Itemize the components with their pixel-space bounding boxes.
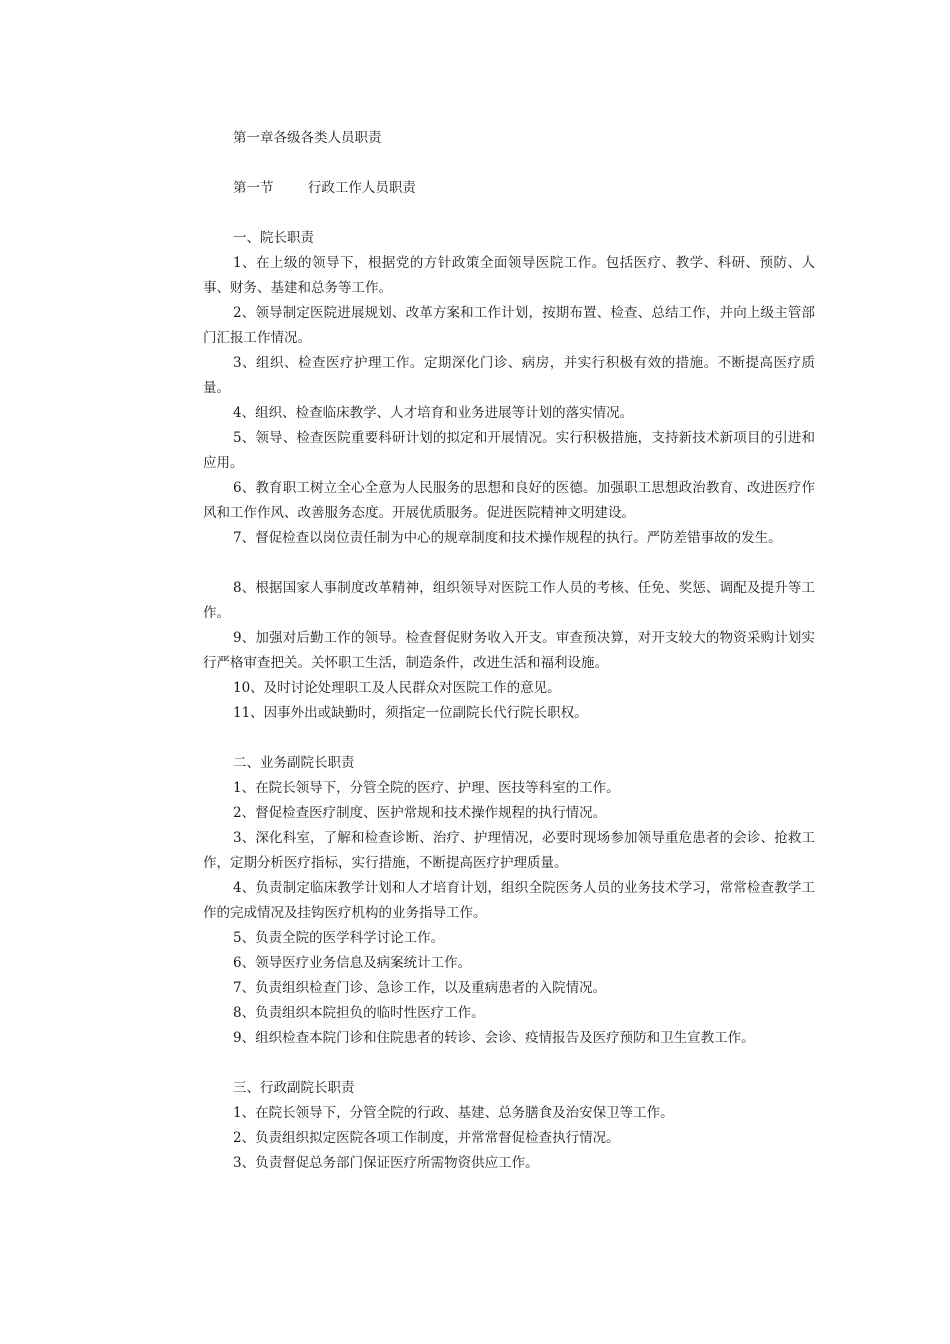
duty-item: 2、督促检查医疗制度、医护常规和技术操作规程的执行情况。: [233, 805, 607, 821]
duty-item: 8、负责组织本院担负的临时性医疗工作。: [233, 1005, 485, 1021]
role-medical-vice-president: [203, 751, 815, 1051]
duty-item: 4、组织、检查临床教学、人才培育和业务进展等计划的落实情况。: [233, 405, 634, 421]
duty-item: 9、组织检查本院门诊和住院患者的转诊、会诊、疫情报告及医疗预防和卫生宣教工作。: [233, 1030, 755, 1046]
duty-item: 7、负责组织检查门诊、急诊工作，以及重病患者的入院情况。: [233, 980, 607, 996]
duty-item: 10、及时讨论处理职工及人民群众对医院工作的意见。: [233, 680, 561, 696]
duty-item: 7、督促检查以岗位责任制为中心的规章制度和技术操作规程的执行。严防差错事故的发生。: [233, 530, 782, 546]
duty-item: 6、领导医疗业务信息及病案统计工作。: [233, 955, 472, 971]
duty-item: 5、领导、检查医院重要科研计划的拟定和开展情况。实行积极措施，支持新技术新项目的引进和应用。: [203, 430, 815, 471]
duty-item: 3、组织、检查医疗护理工作。定期深化门诊、病房，并实行积极有效的措施。不断提高医疗质量。: [203, 355, 815, 396]
duty-item: 1、在院长领导下，分管全院的行政、基建、总务膳食及治安保卫等工作。: [233, 1105, 674, 1121]
duty-item: 4、负责制定临床教学计划和人才培育计划，组织全院医务人员的业务技术学习，常常检查教学工作的完成情况及挂钩医疗机构的业务指导工作。: [203, 880, 815, 921]
duty-item: 2、负责组织拟定医院各项工作制度，并常常督促检查执行情况。: [233, 1130, 620, 1146]
role-title: 一、院长职责: [233, 230, 314, 246]
duty-item: 3、深化科室，了解和检查诊断、治疗、护理情况，必要时现场参加领导重危患者的会诊、抢救工作，定期分析医疗指标，实行措施，不断提高医疗护理质量。: [203, 830, 815, 871]
role-title: 三、行政副院长职责: [233, 1080, 355, 1096]
chapter-title: 第一章各级各类人员职责: [233, 130, 382, 146]
duty-item: 5、负责全院的医学科学讨论工作。: [233, 930, 445, 946]
role-president: [203, 226, 815, 726]
duty-item: 1、在上级的领导下，根据党的方针政策全面领导医院工作。包括医疗、教学、科研、预防、人事、财务、基建和总务等工作。: [203, 255, 815, 296]
duty-item: 11、因事外出或缺勤时，须指定一位副院长代行院长职权。: [233, 705, 588, 721]
duty-item: 1、在院长领导下，分管全院的医疗、护理、医技等科室的工作。: [233, 780, 620, 796]
role-admin-vice-president: [203, 1076, 815, 1176]
duty-item: 9、加强对后勤工作的领导。检查督促财务收入开支。审查预决算，对开支较大的物资采购计划实行严格审查把关。关怀职工生活，制造条件，改进生活和福利设施。: [203, 630, 815, 671]
section-title: 第一节 行政工作人员职责: [233, 180, 416, 196]
document-body: [203, 120, 815, 1176]
duty-item: 2、领导制定医院进展规划、改革方案和工作计划，按期布置、检查、总结工作，并向上级主管部门汇报工作情况。: [203, 305, 815, 346]
role-title: 二、业务副院长职责: [233, 755, 355, 771]
duty-item: 8、根据国家人事制度改革精神，组织领导对医院工作人员的考核、任免、奖惩、调配及提升等工作。: [203, 580, 815, 621]
duty-item: 3、负责督促总务部门保证医疗所需物资供应工作。: [233, 1155, 539, 1171]
duty-item: 6、教育职工树立全心全意为人民服务的思想和良好的医德。加强职工思想政治教育、改进医疗作风和工作作风、改善服务态度。开展优质服务。促进医院精神文明建设。: [203, 480, 815, 521]
